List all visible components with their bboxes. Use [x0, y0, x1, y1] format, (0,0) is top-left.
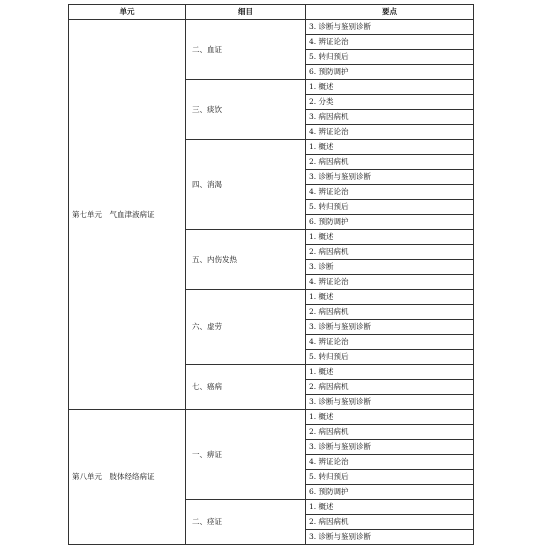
point-cell: 1. 概述: [306, 230, 474, 245]
point-cell: 2. 病因病机: [306, 380, 474, 395]
detail-cell: 七、癌病: [186, 365, 306, 410]
point-cell: 5. 转归预后: [306, 350, 474, 365]
point-cell: 6. 预防调护: [306, 485, 474, 500]
point-cell: 3. 诊断与鉴别诊断: [306, 20, 474, 35]
point-cell: 1. 概述: [306, 500, 474, 515]
point-cell: 5. 转归预后: [306, 50, 474, 65]
detail-cell: 二、血证: [186, 20, 306, 80]
point-cell: 4. 辨证论治: [306, 35, 474, 50]
point-cell: 3. 诊断与鉴别诊断: [306, 320, 474, 335]
header-point: 要点: [306, 5, 474, 20]
point-cell: 1. 概述: [306, 365, 474, 380]
header-row: [69, 5, 474, 20]
point-cell: 6. 预防调护: [306, 65, 474, 80]
point-cell: 1. 概述: [306, 80, 474, 95]
point-cell: 1. 概述: [306, 140, 474, 155]
point-cell: 3. 诊断与鉴别诊断: [306, 395, 474, 410]
point-cell: 3. 诊断与鉴别诊断: [306, 170, 474, 185]
detail-cell: 三、痰饮: [186, 80, 306, 140]
point-cell: 3. 病因病机: [306, 110, 474, 125]
detail-cell: 五、内伤发热: [186, 230, 306, 290]
point-cell: 3. 诊断与鉴别诊断: [306, 440, 474, 455]
point-cell: 3. 诊断: [306, 260, 474, 275]
point-cell: 2. 病因病机: [306, 245, 474, 260]
header-unit: 单元: [69, 5, 186, 20]
detail-cell: 四、消渴: [186, 140, 306, 230]
point-cell: 4. 辨证论治: [306, 275, 474, 290]
point-cell: 1. 概述: [306, 410, 474, 425]
point-cell: 2. 病因病机: [306, 155, 474, 170]
unit-cell: 第八单元 肢体经络病证: [69, 410, 186, 545]
point-cell: 5. 转归预后: [306, 200, 474, 215]
unit-cell: 第七单元 气血津液病证: [69, 20, 186, 410]
point-cell: 6. 预防调护: [306, 215, 474, 230]
syllabus-table: [68, 4, 474, 545]
detail-cell: 六、虚劳: [186, 290, 306, 365]
header-detail: 细目: [186, 5, 306, 20]
table-row: [69, 410, 474, 425]
point-cell: 4. 辨证论治: [306, 455, 474, 470]
point-cell: 2. 病因病机: [306, 515, 474, 530]
point-cell: 2. 分类: [306, 95, 474, 110]
point-cell: 4. 辨证论治: [306, 335, 474, 350]
table-row: [69, 20, 474, 35]
point-cell: 1. 概述: [306, 290, 474, 305]
point-cell: 4. 辨证论治: [306, 125, 474, 140]
detail-cell: 二、痉证: [186, 500, 306, 545]
detail-cell: 一、痹证: [186, 410, 306, 500]
point-cell: 2. 病因病机: [306, 305, 474, 320]
point-cell: 3. 诊断与鉴别诊断: [306, 530, 474, 545]
point-cell: 4. 辨证论治: [306, 185, 474, 200]
point-cell: 5. 转归预后: [306, 470, 474, 485]
point-cell: 2. 病因病机: [306, 425, 474, 440]
